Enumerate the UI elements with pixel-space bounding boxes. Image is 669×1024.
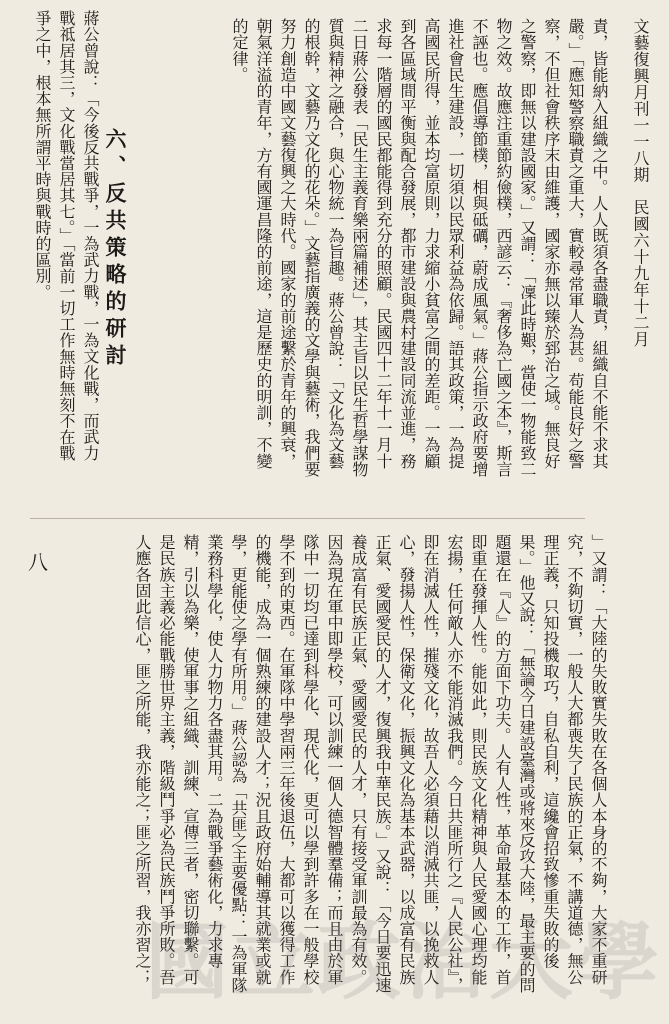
column-divider [30,518,585,519]
journal-header [629,18,652,488]
journal-issue: 文藝復興月刊一一八期 [631,18,650,183]
lower-text-column: 」又謂：「大陸的失敗實失敗在各個人本身的不夠，大家不重研究，不夠切實，一般人大都喪失了民族的正氣，不講道德，無公理正義，只知投機取巧，自私自利，這纔會招致慘重失敗的後果。」他又說：「無論今日建設臺灣或將來反攻大陸，最主要的問題還在『人』的方面下功夫。人有人性，革命最基本的工作，首即重在發揮人性。能如此，則民族文化精神與人民愛國心理均能宏揚，任何敵人亦不能消滅我們。今日共匪所行之『人民公社』，即在消滅人性，摧殘文化，故吾人必須藉以消滅共匪，以挽救人心，發揚人性，保衛文化，振興文化為基本武器，以成富有民族正氣、愛國愛民的人才，復興我中華民族。」又說：「今日要迅速養成富有民族正氣、愛國愛民的人才，只有接受軍訓最為有效。因為現在軍中即學校，可以訓練一個人德智體羣備；而且由於軍隊中一切均已達到科學化、現代化，更可以學到許多在一般學校學不到的東西。在軍隊中學習兩三年後退伍，大都可以獲得工作的機能，成為一個熟練的建設人才；況且政府始輔導其就業或就學，更能使之學有所用。」蔣公認為「共匪之主要優點：一為軍隊業務科學化，使人力物力各盡其用。二為戰爭藝術化，力求專精，引以為樂，使軍事之組織、訓練、宣傳三者，密切聯繫。可是民族主義必能戰勝世界主義，階級鬥爭必為民族鬥爭所敗。吾人應各固此信心，匪之所能，我亦能之；匪之所習，我亦習之； [133,534,608,993]
page-number: 八 [28,550,48,574]
journal-date: 民國六十九年十二月 [631,198,650,348]
university-watermark: 國立政治大學 [144,912,661,1011]
upper-text-column: 責，皆能納入組織之中。人人既須各盡職責，組織自不能不求其嚴。」「應知警察職責之重大，實較尋常軍人為甚。苟能良好之警察，不但社會秩序末由維護，國家亦無以臻於郅治之域。無良好之警察，即無以建設國家。」又謂：「凜此時艱，當使一物能致二物之效。故應注重節約儉樸，西諺云：『奢侈為亡國之本』，斯言不誣也。應倡導節樸，相與砥礪，蔚成風氣。」蔣公指示政府要增進社會民生建設，一切須以民眾利益為依歸。語其政策，一為提高國民所得，並本均富原則，力求縮小貧富之間的差距。一為顧到各區域間平衡與配合發展，都市建設與農村建設同流並進，務求每一階層的國民都能得到充分的照顧。民國四十二年十一月十二日蔣公發表「民生主義育樂兩篇補述」，其主旨以民生哲學謀物質與精神之融合，與心物統一為旨趣。蔣公曾說：「文化為文藝的根幹，文藝乃文化的花朵。」文藝指廣義的文學與藝術，我們要努力創造中國文藝復興之大時代。國家的前途繫於青年的興衰，朝氣洋溢的青年，方有國運昌隆的前途，這是歷史的明訓，不變的定律。 [230,18,609,477]
section-first-paragraph: 蔣公曾說：「今後反共戰爭，一為武力戰，一為文化戰，而武力戰祗居其三，文化戰當居其七。」「當前一切工作無時無刻不在戰爭之中，根本無所謂平時與戰時的區別。 [33,10,100,461]
section-heading: 六、反共策略的研討 [103,128,128,371]
